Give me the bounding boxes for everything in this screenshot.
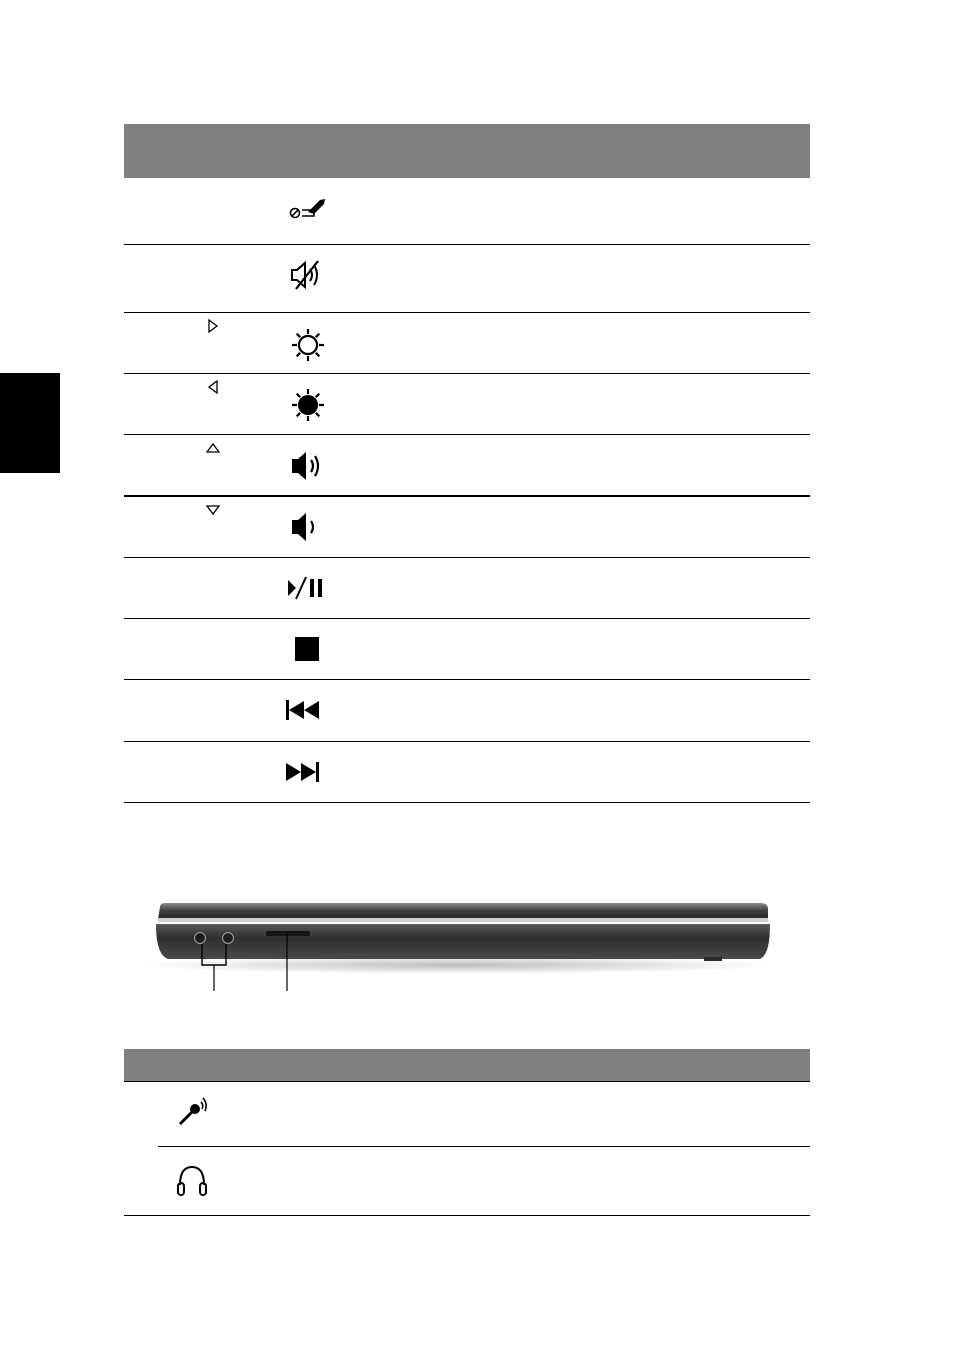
hotkey-row	[124, 619, 810, 680]
right-arrow-icon	[206, 319, 220, 333]
section-tab	[0, 373, 60, 473]
previous-track-icon	[284, 690, 332, 730]
hotkey-row	[124, 680, 810, 742]
table-rule	[124, 1215, 810, 1216]
down-arrow-icon	[206, 503, 220, 517]
brightness-up-icon	[284, 325, 332, 365]
hotkey-row	[124, 313, 810, 374]
hotkey-row	[124, 742, 810, 803]
touchpad-toggle-icon	[284, 190, 332, 230]
hotkey-row	[124, 374, 810, 435]
hotkey-row	[124, 558, 810, 619]
brightness-down-icon	[284, 385, 332, 425]
stop-icon	[284, 629, 332, 669]
speaker-mute-icon	[284, 255, 332, 295]
port-row	[124, 1147, 810, 1215]
hotkey-row	[124, 435, 810, 497]
headphones-icon	[172, 1161, 212, 1201]
hotkey-table-header	[124, 124, 810, 178]
port-table-header	[124, 1049, 810, 1081]
hotkey-row	[124, 245, 810, 313]
up-arrow-icon	[206, 441, 220, 455]
left-arrow-icon	[206, 380, 220, 394]
port-row	[124, 1082, 810, 1146]
play-pause-icon	[284, 568, 332, 608]
microphone-icon	[172, 1092, 212, 1132]
hotkey-row	[124, 497, 810, 558]
volume-down-icon	[284, 507, 332, 547]
hotkey-row	[124, 178, 810, 245]
next-track-icon	[284, 752, 332, 792]
volume-up-icon	[284, 446, 332, 486]
laptop-front-view	[138, 895, 784, 995]
